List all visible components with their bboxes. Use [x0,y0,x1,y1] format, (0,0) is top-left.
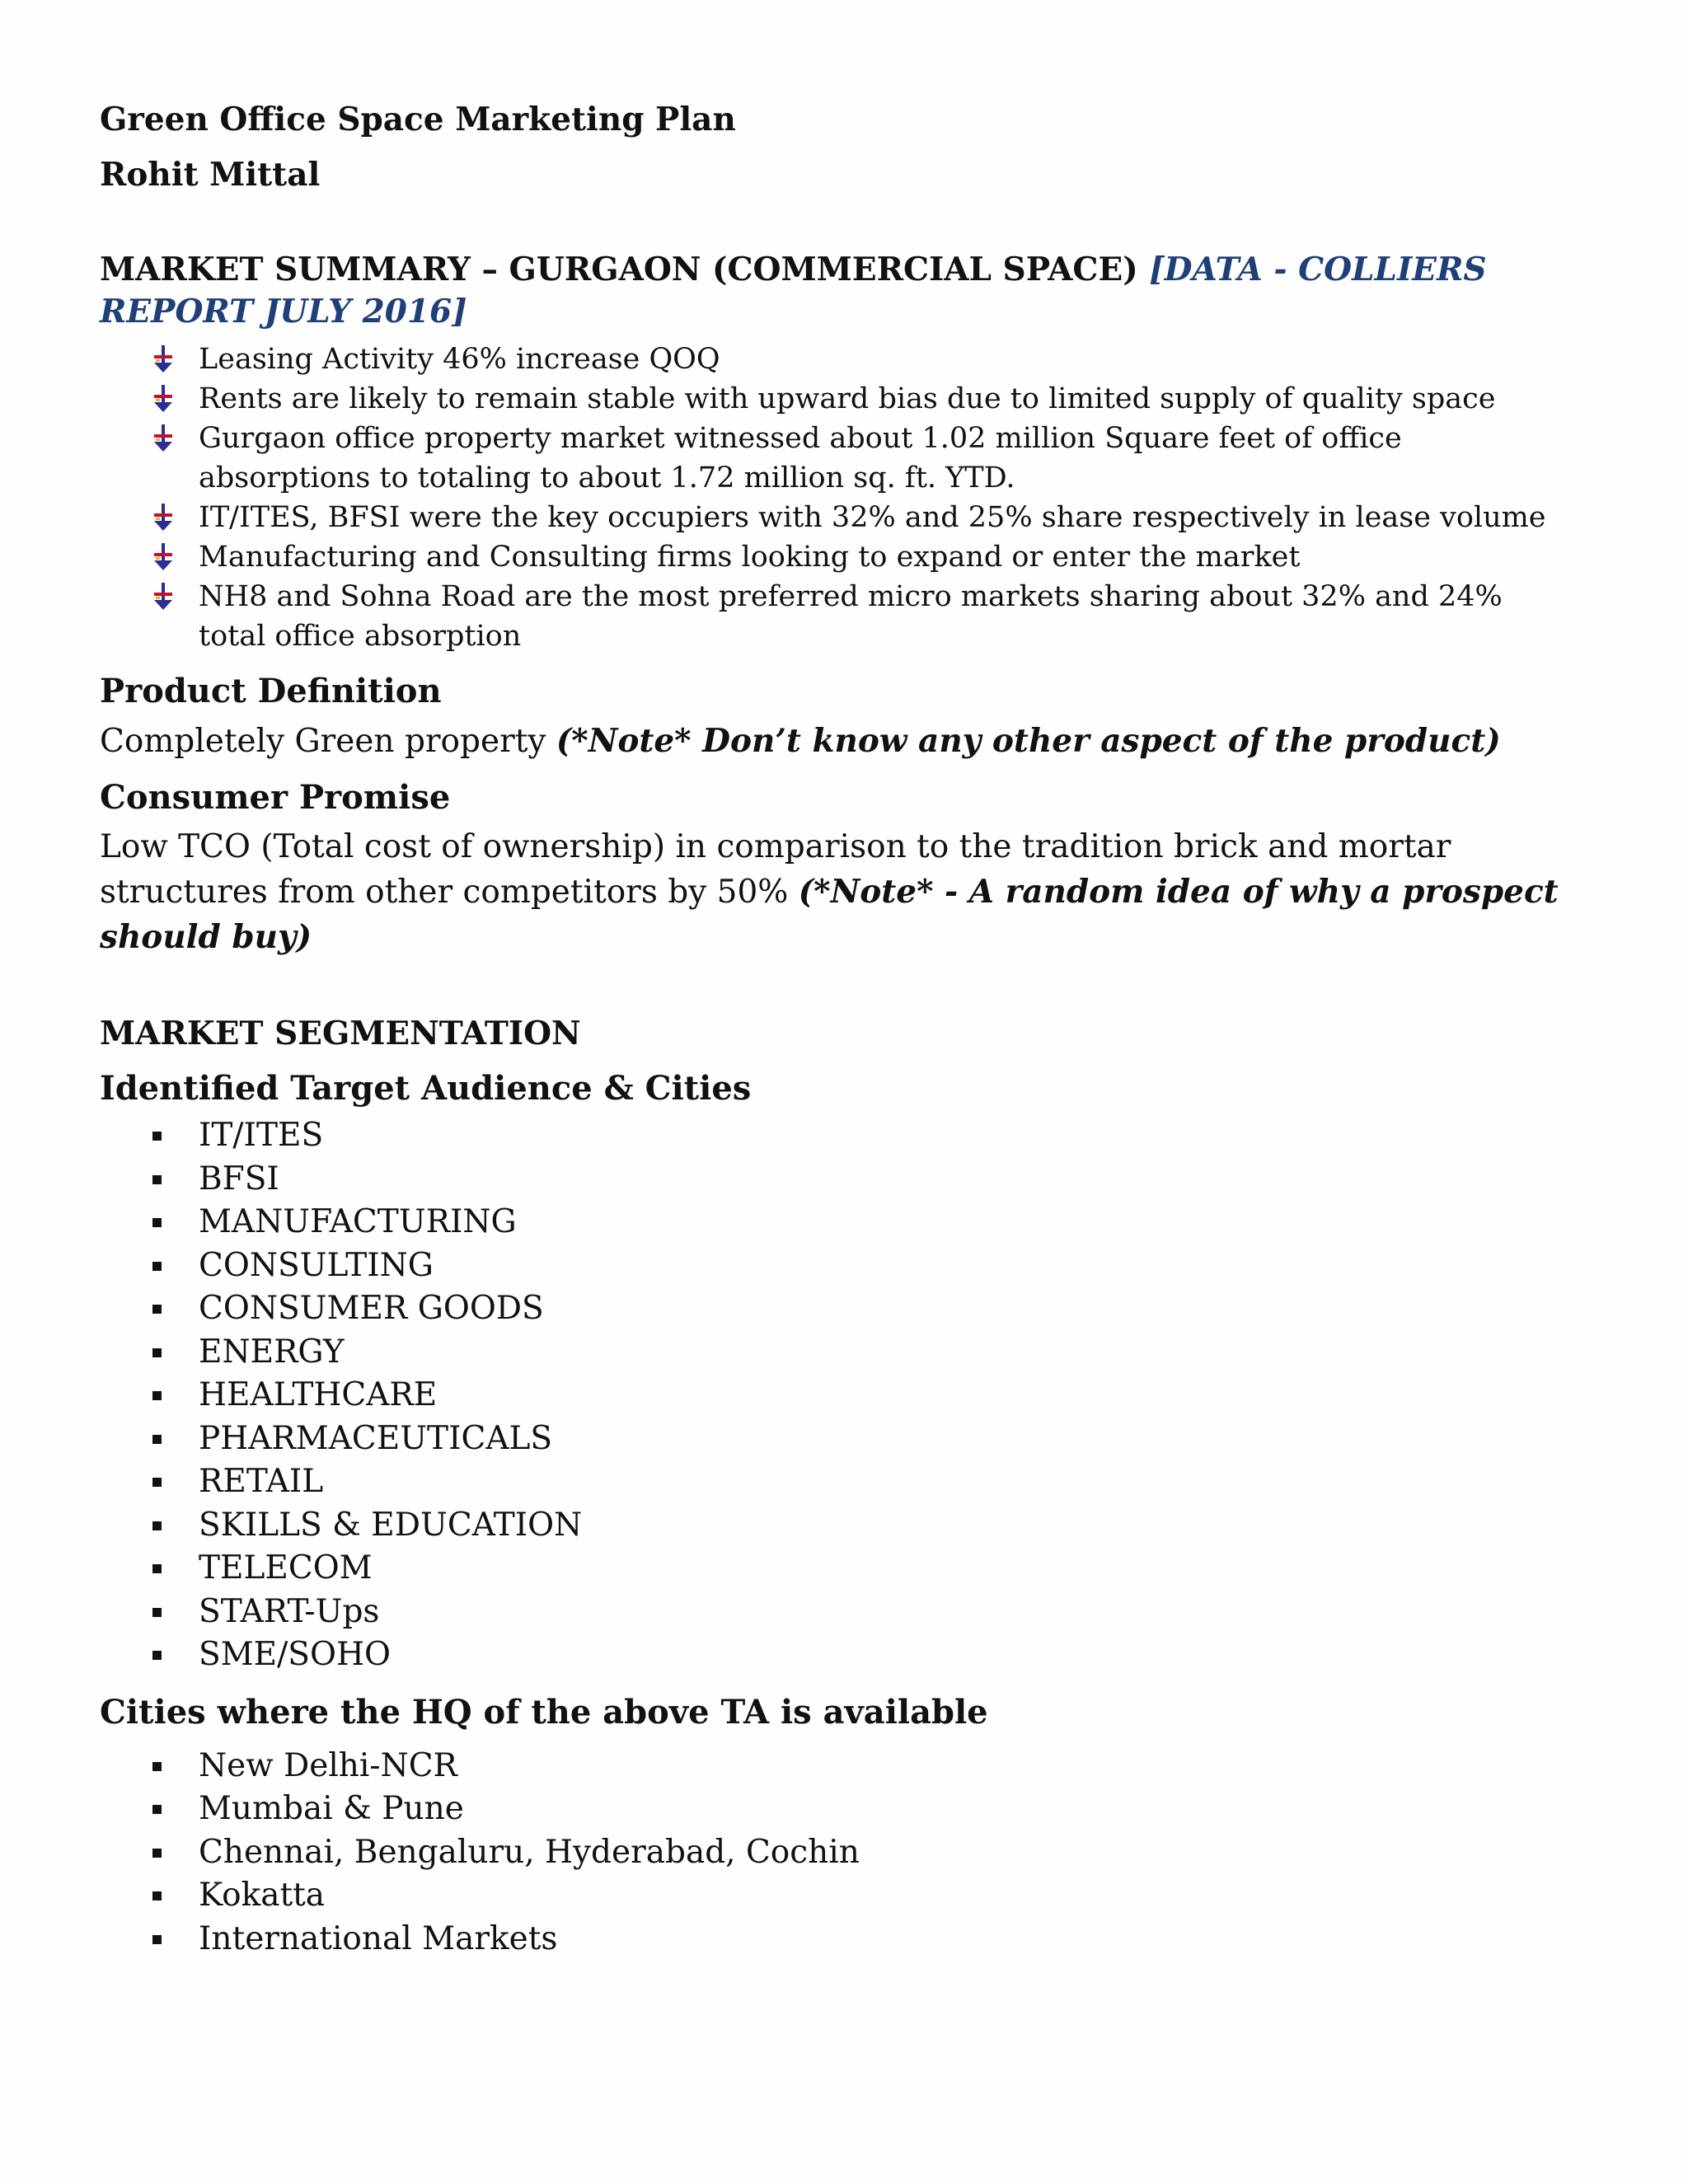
product-definition-body [100,719,1567,764]
target-audience-heading: Identified Target Audience & Cities [100,1069,752,1108]
city-label: Kokatta [199,1877,326,1914]
market-summary-point: Gurgaon office property market witnessed about 1.02 million Square feet of office absorptions to totaling to about 1.72 million sq. ft. YTD. [199,422,1402,494]
list-item [199,1244,1567,1288]
market-summary-source: [DATA - COLLIERS REPORT JULY 2016] [100,251,1487,330]
market-summary-point: IT/ITES, BFSI were the key occupiers with 32% and 25% share respectively in lease volume [199,501,1546,534]
square-bullet-icon [152,1305,162,1314]
list-item [199,379,1567,419]
market-segmentation-heading: MARKET SEGMENTATION [100,1015,581,1052]
list-item [199,1158,1567,1202]
product-definition-heading: Product Definition [100,672,442,710]
city-label: Mumbai & Pune [199,1790,464,1827]
list-item [199,1331,1567,1375]
square-bullet-icon [152,1132,162,1141]
city-label: International Markets [199,1919,558,1957]
consumer-promise-note: (*Note* - A random idea of why a prospect should buy) [100,873,1559,956]
segment-label: START-Ups [199,1592,380,1630]
market-summary-point: NH8 and Sohna Road are the most preferred micro markets sharing about 32% and 24% total office absorption [199,580,1503,653]
list-item [199,1874,1567,1918]
segment-label: SKILLS & EDUCATION [199,1506,583,1544]
target-audience-list [100,1114,1567,1677]
city-label: New Delhi-NCR [199,1746,457,1784]
square-bullet-icon [152,1218,162,1227]
consumer-promise-text: Low TCO (Total cost of ownership) in comparison to the tradition brick and mortar structures from other competitors by 50% [100,828,1451,911]
product-definition-text: Completely Green property [100,723,546,760]
down-arrow-icon [151,344,176,374]
square-bullet-icon [152,1651,162,1660]
consumer-promise-heading: Consumer Promise [100,778,451,817]
segment-label: CONSUMER GOODS [199,1290,544,1327]
list-item [199,340,1567,379]
segment-label: HEALTHCARE [199,1376,438,1413]
document-author: Rohit Mittal [100,156,321,194]
list-item [199,498,1567,537]
market-summary-point: Manufacturing and Consulting firms looking to expand or enter the market [199,541,1301,574]
square-bullet-icon [152,1849,162,1858]
market-summary-point: Leasing Activity 46% increase QOQ [199,343,720,376]
square-bullet-icon [152,1348,162,1357]
market-summary-heading [100,249,1567,333]
list-item [199,1114,1567,1158]
list-item [199,1633,1567,1677]
list-item [199,537,1567,577]
square-bullet-icon [152,1935,162,1944]
square-bullet-icon [152,1435,162,1444]
list-item [199,1788,1567,1831]
segment-label: PHARMACEUTICALS [199,1419,553,1457]
segment-label: IT/ITES [199,1117,324,1154]
product-definition-note: (*Note* Don’t know any other aspect of the product) [556,722,1501,760]
list-item [199,1201,1567,1244]
square-bullet-icon [152,1805,162,1814]
segment-label: ENERGY [199,1333,345,1371]
down-arrow-icon [151,384,176,414]
segment-label: MANUFACTURING [199,1203,517,1240]
segment-label: BFSI [199,1160,279,1197]
document-content [100,92,1567,1961]
square-bullet-icon [152,1175,162,1184]
market-summary-point: Rents are likely to remain stable with upward bias due to limited supply of quality space [199,382,1496,415]
down-arrow-icon [151,503,176,532]
cities-heading: Cities where the HQ of the above TA is available [100,1692,988,1732]
down-arrow-icon [151,424,176,453]
list-item [199,1918,1567,1961]
list-item [199,577,1567,656]
square-bullet-icon [152,1608,162,1617]
list-item [199,1831,1567,1875]
consumer-promise-body [100,825,1567,960]
list-item [199,1287,1567,1331]
square-bullet-icon [152,1391,162,1400]
list-item [199,1745,1567,1788]
square-bullet-icon [152,1564,162,1573]
down-arrow-icon [151,542,176,572]
down-arrow-icon [151,582,176,612]
square-bullet-icon [152,1521,162,1530]
document-title: Green Office Space Marketing Plan [100,101,736,138]
cities-list [100,1745,1567,1961]
city-label: Chennai, Bengaluru, Hyderabad, Cochin [199,1833,860,1871]
list-item [199,419,1567,498]
list-item [199,1374,1567,1418]
segment-label: TELECOM [199,1549,373,1586]
segment-label: CONSULTING [199,1246,434,1284]
list-item [199,1460,1567,1504]
square-bullet-icon [152,1891,162,1900]
segment-label: SME/SOHO [199,1636,391,1673]
square-bullet-icon [152,1262,162,1271]
segment-label: RETAIL [199,1463,324,1500]
square-bullet-icon [152,1762,162,1771]
list-item [199,1547,1567,1591]
square-bullet-icon [152,1478,162,1487]
list-item [199,1418,1567,1461]
list-item [199,1591,1567,1634]
market-summary-title: MARKET SUMMARY – GURGAON (COMMERCIAL SPACE) [100,251,1138,288]
list-item [199,1504,1567,1548]
market-summary-list [100,340,1567,656]
